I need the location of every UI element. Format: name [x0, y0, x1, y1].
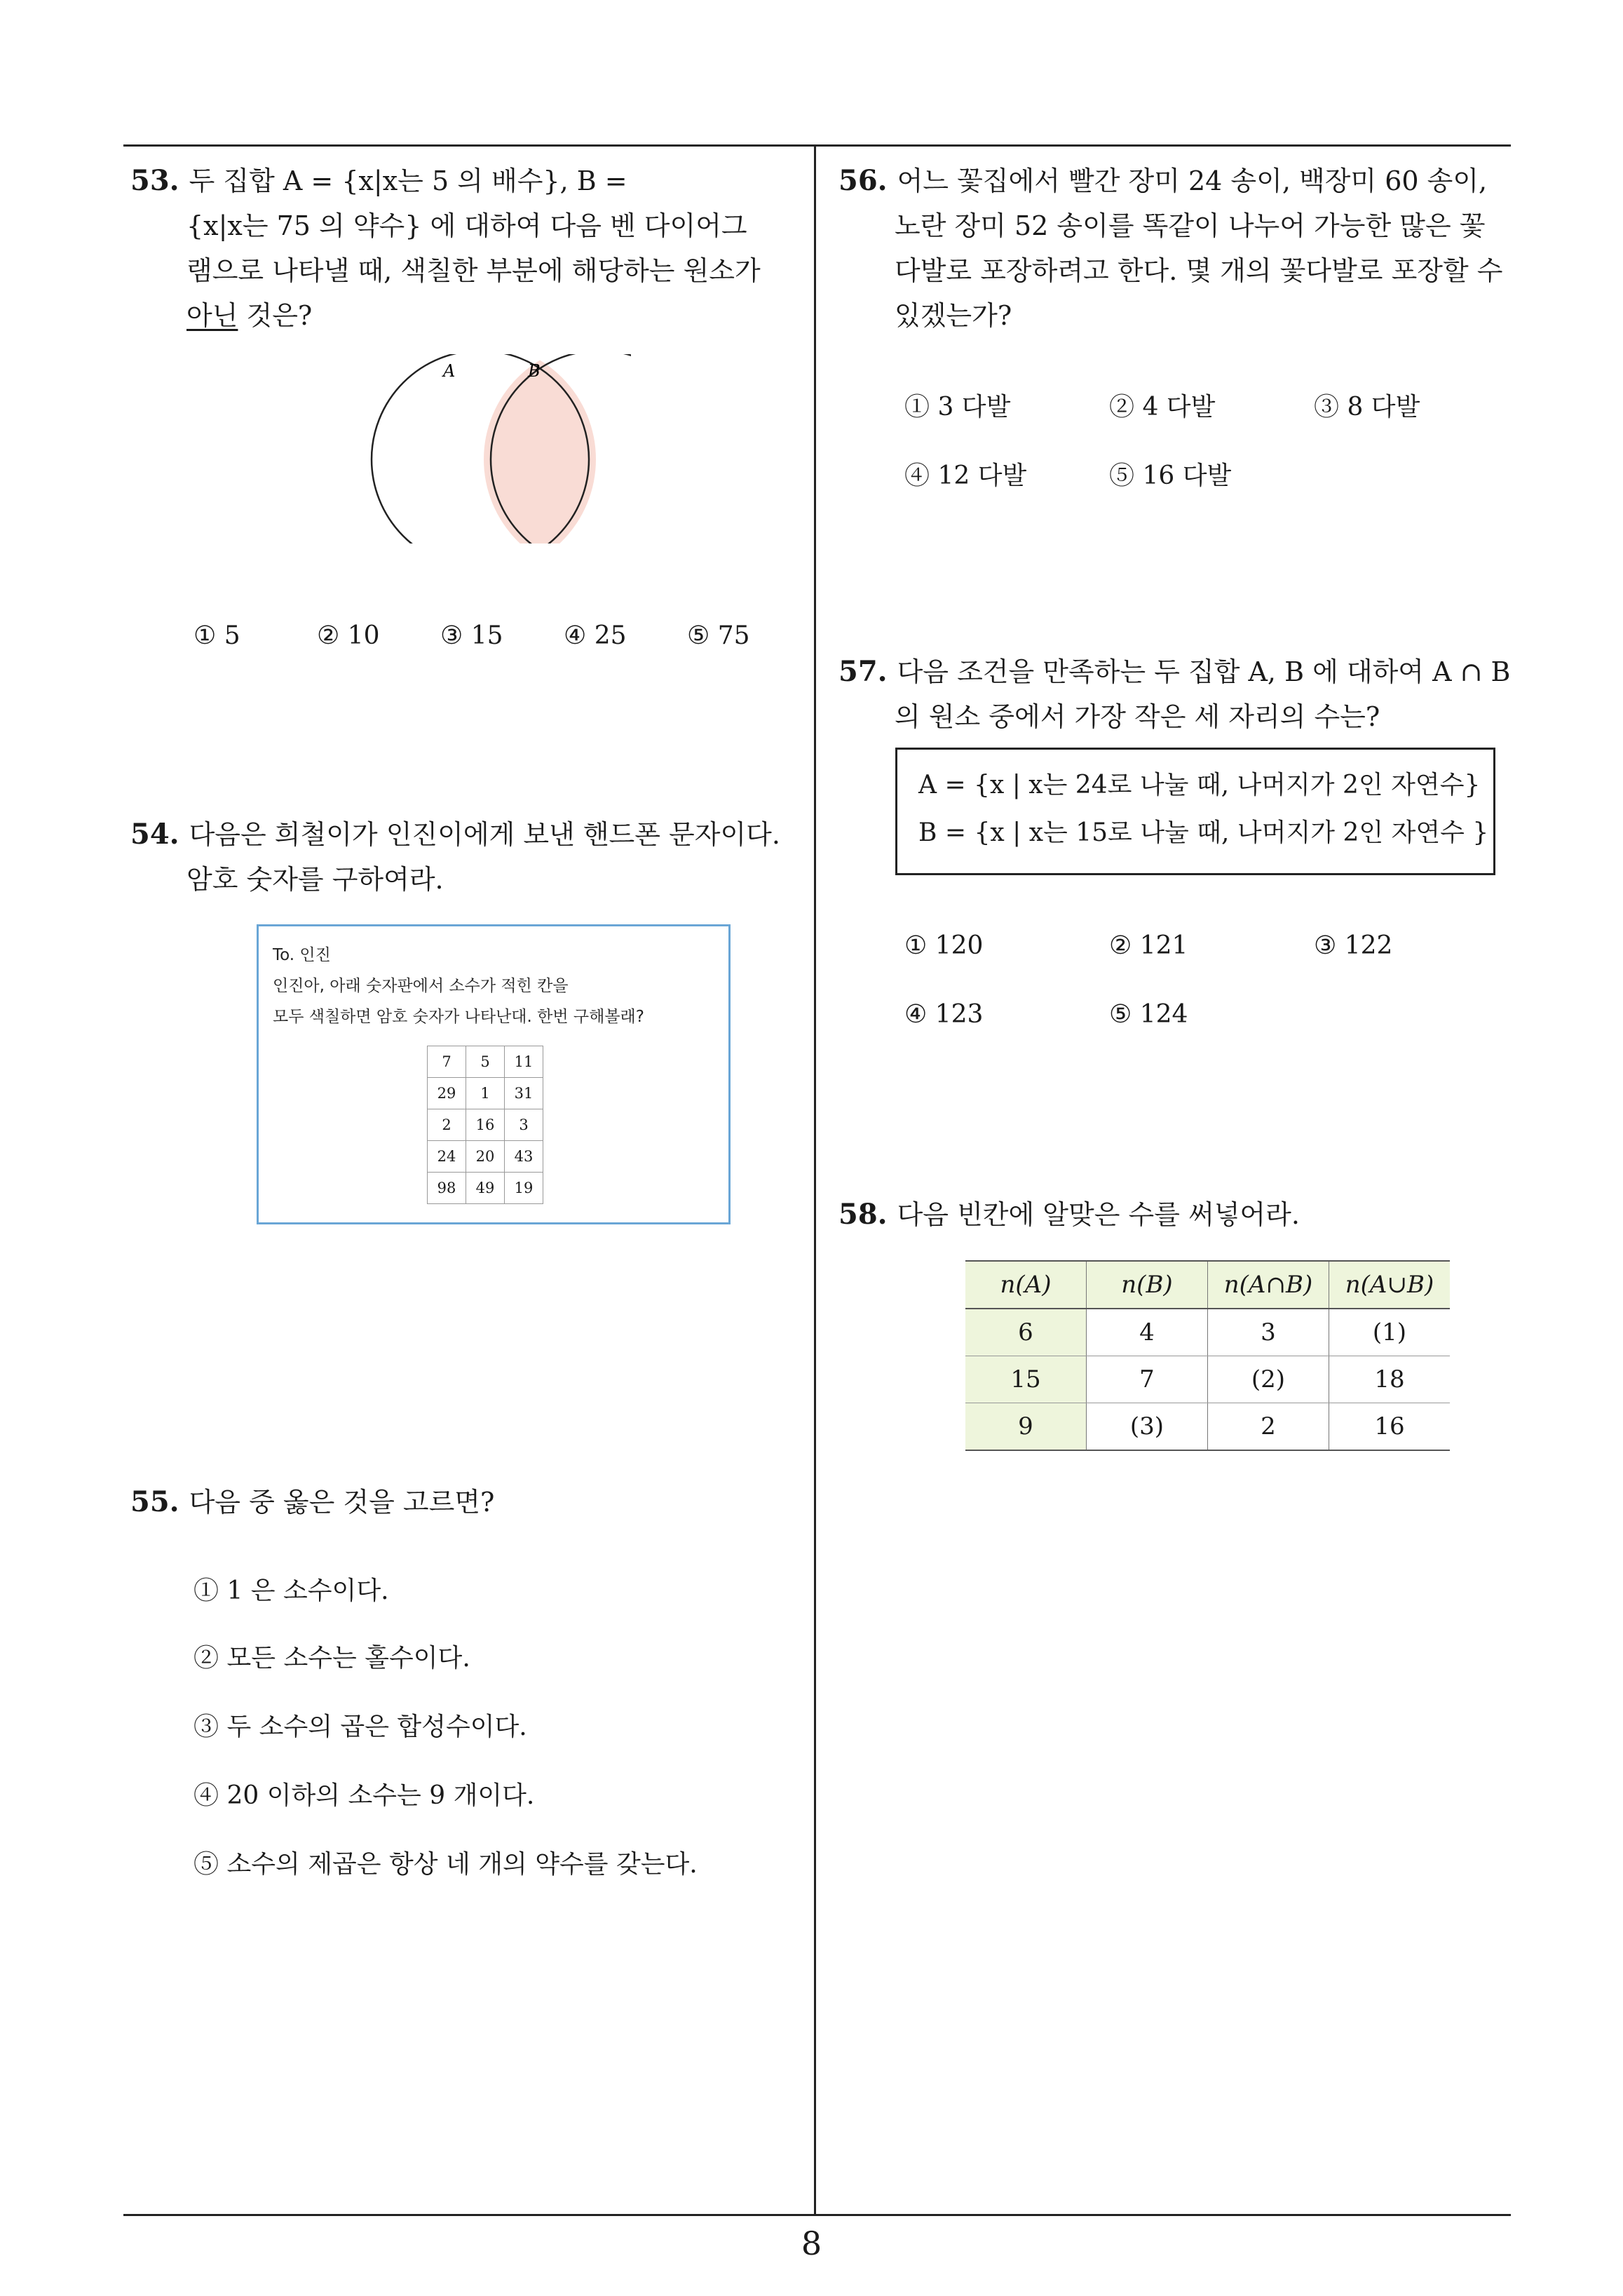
grid-cell: 98	[428, 1173, 466, 1204]
question-number: 58.	[838, 1198, 888, 1231]
table-cell: 16	[1329, 1403, 1451, 1451]
grid-cell: 19	[505, 1173, 543, 1204]
column-header: n(A)	[965, 1261, 1087, 1309]
table-cell: 15	[965, 1356, 1087, 1403]
column-header: n(A∩B)	[1208, 1261, 1329, 1309]
condition-box	[895, 748, 1495, 875]
grid-cell: 31	[505, 1078, 543, 1109]
condition-b: B = {x | x는 15로 나눌 때, 나머지가 2인 자연수 }	[918, 818, 1489, 847]
table-row	[965, 1309, 1450, 1356]
message-line: 인진아, 아래 숫자판에서 소수가 적힌 칸을	[273, 977, 569, 995]
choice-3[interactable]: ③ 두 소수의 곱은 합성수이다.	[193, 1713, 527, 1741]
question-number: 55.	[130, 1485, 179, 1518]
choice-2[interactable]: ② 10	[317, 621, 380, 650]
choice-5[interactable]: ⑤ 16 다발	[1109, 461, 1232, 490]
question-55	[130, 1480, 803, 1525]
grid-cell: 1	[466, 1078, 505, 1109]
grid-cell: 3	[505, 1109, 543, 1141]
table-row	[965, 1403, 1450, 1451]
grid-row	[428, 1078, 543, 1109]
question-58	[838, 1192, 1512, 1237]
question-text: 다음 조건을 만족하는 두 집합 A, B 에 대하여 A ∩ B	[897, 656, 1511, 687]
table-cell: 4	[1087, 1309, 1208, 1356]
message-recipient: To. 인진	[273, 946, 331, 964]
choice-5[interactable]: ⑤ 124	[1109, 1000, 1188, 1029]
underlined-word: 아닌	[186, 300, 238, 331]
column-header: n(B)	[1087, 1261, 1208, 1309]
question-57	[838, 649, 1512, 739]
question-text: 다음은 희철이가 인진이에게 보낸 핸드폰 문자이다.	[189, 819, 780, 850]
grid-cell: 29	[428, 1078, 466, 1109]
grid-row	[428, 1046, 543, 1078]
question-text: 다음 빈칸에 알맞은 수를 써넣어라.	[897, 1199, 1300, 1230]
question-56	[838, 158, 1512, 338]
bottom-rule	[123, 2214, 1511, 2216]
question-text: 노란 장미 52 송이를 똑같이 나누어 가능한 많은 꽃	[895, 210, 1486, 241]
text-message-box	[257, 924, 731, 1224]
grid-cell: 5	[466, 1046, 505, 1078]
question-number: 56.	[838, 164, 888, 197]
grid-cell: 20	[466, 1141, 505, 1173]
question-text: 다음 중 옳은 것을 고르면?	[189, 1487, 495, 1518]
question-text: 암호 숫자를 구하여라.	[186, 864, 444, 895]
table-cell: 7	[1087, 1356, 1208, 1403]
choice-1[interactable]: ① 5	[193, 621, 240, 650]
choice-5[interactable]: ⑤ 소수의 제곱은 항상 네 개의 약수를 갖는다.	[193, 1850, 698, 1879]
grid-cell: 7	[428, 1046, 466, 1078]
table-cell: 2	[1208, 1403, 1329, 1451]
grid-cell: 11	[505, 1046, 543, 1078]
choice-3[interactable]: ③ 15	[440, 621, 503, 650]
grid-row	[428, 1109, 543, 1141]
grid-cell: 43	[505, 1141, 543, 1173]
blank-cell[interactable]: (1)	[1329, 1309, 1451, 1356]
choice-1[interactable]: ① 1 은 소수이다.	[193, 1576, 389, 1605]
grid-cell: 24	[428, 1141, 466, 1173]
question-number: 54.	[130, 818, 179, 851]
grid-cell: 2	[428, 1109, 466, 1141]
choice-4[interactable]: ④ 20 이하의 소수는 9 개이다.	[193, 1781, 535, 1810]
message-line: 모두 색칠하면 암호 숫자가 나타난대. 한번 구해볼래?	[273, 1008, 644, 1026]
table-cell: 3	[1208, 1309, 1329, 1356]
question-text: 어느 꽃집에서 빨간 장미 24 송이, 백장미 60 송이,	[897, 166, 1488, 196]
question-text: {x|x는 75 의 약수} 에 대하여 다음 벤 다이어그	[186, 210, 747, 241]
top-rule	[123, 144, 1511, 147]
choice-4[interactable]: ④ 123	[904, 1000, 984, 1029]
table-header-row	[965, 1261, 1450, 1309]
blank-cell[interactable]: (2)	[1208, 1356, 1329, 1403]
grid-row	[428, 1173, 543, 1204]
choice-4[interactable]: ④ 25	[564, 621, 627, 650]
question-number: 53.	[130, 164, 179, 197]
question-text: 다발로 포장하려고 한다. 몇 개의 꽃다발로 포장할 수	[895, 255, 1503, 286]
table-cell: 18	[1329, 1356, 1451, 1403]
question-text: 의 원소 중에서 가장 작은 세 자리의 수는?	[895, 701, 1380, 732]
table-cell: 6	[965, 1309, 1087, 1356]
grid-cell: 16	[466, 1109, 505, 1141]
choice-5[interactable]: ⑤ 75	[687, 621, 750, 650]
grid-cell: 49	[466, 1173, 505, 1204]
column-header: n(A∪B)	[1329, 1261, 1451, 1309]
choice-3[interactable]: ③ 8 다발	[1314, 393, 1420, 421]
set-a-label: A	[443, 361, 456, 381]
table-row	[965, 1356, 1450, 1403]
question-53	[130, 158, 803, 338]
question-number: 57.	[838, 655, 888, 688]
venn-diagram	[365, 354, 631, 543]
question-text: 있겠는가?	[895, 300, 1012, 331]
choice-2[interactable]: ② 121	[1109, 931, 1188, 960]
condition-a: A = {x | x는 24로 나눌 때, 나머지가 2인 자연수}	[918, 771, 1481, 799]
choice-2[interactable]: ② 4 다발	[1109, 393, 1216, 421]
choice-1[interactable]: ① 120	[904, 931, 984, 960]
blank-cell[interactable]: (3)	[1087, 1403, 1208, 1451]
number-grid	[427, 1046, 543, 1204]
table-cell: 9	[965, 1403, 1087, 1451]
set-b-label: B	[528, 361, 541, 381]
choice-4[interactable]: ④ 12 다발	[904, 461, 1027, 490]
question-54	[130, 812, 803, 902]
choice-3[interactable]: ③ 122	[1314, 931, 1393, 960]
choice-2[interactable]: ② 모든 소수는 홀수이다.	[193, 1644, 470, 1673]
page-number: 8	[801, 2224, 822, 2262]
question-text: 것은?	[238, 300, 313, 331]
choice-1[interactable]: ① 3 다발	[904, 393, 1011, 421]
grid-row	[428, 1141, 543, 1173]
column-divider	[814, 144, 816, 2215]
set-count-table	[965, 1260, 1450, 1451]
question-text: 두 집합 A = {x|x는 5 의 배수}, B =	[189, 166, 627, 196]
question-text: 램으로 나타낼 때, 색칠한 부분에 해당하는 원소가	[186, 255, 761, 286]
